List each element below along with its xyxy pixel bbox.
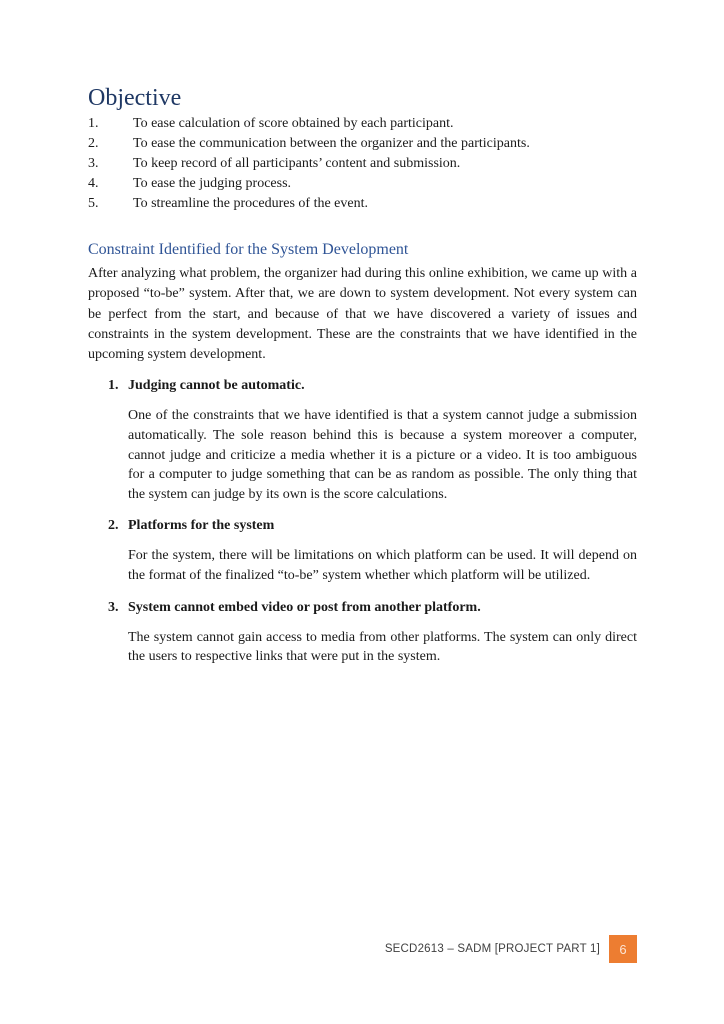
section-heading: Constraint Identified for the System Development xyxy=(88,241,409,258)
constraint-number: 3. xyxy=(108,599,119,615)
list-item-number: 2. xyxy=(88,136,99,151)
list-item-number: 5. xyxy=(88,196,99,211)
constraint-number: 1. xyxy=(108,378,119,394)
list-item-text: To ease the communication between the organizer and the participants. xyxy=(133,136,530,151)
list-item-number: 3. xyxy=(88,156,99,171)
list-item xyxy=(88,114,637,134)
constraint-number: 2. xyxy=(108,518,119,534)
list-item-number: 4. xyxy=(88,176,99,191)
constraint-heading xyxy=(108,377,637,395)
list-item-text: To ease the judging process. xyxy=(133,176,292,191)
list-item xyxy=(88,154,637,174)
list-item xyxy=(88,134,637,154)
list-item-text: To ease calculation of score obtained by each participant. xyxy=(133,116,454,131)
constraint-title: Judging cannot be automatic. xyxy=(128,378,305,394)
constraint-paragraph: For the system, there will be limitations on which platform can be used. It will depend on the format of the finalized “to-be” system whether which platform will be utilized. xyxy=(128,548,637,584)
constraint-title: System cannot embed video or post from another platform. xyxy=(128,599,481,615)
section-intro-paragraph: After analyzing what problem, the organizer had during this online exhibition, we came up with a proposed “to-be” system. After that, we are down to system development. Not every system can be perfect from the start, and because of that we have discovered a variety of issues and constraints in the system development. These are the constraints that we have identified in the upcoming system development. xyxy=(88,266,637,363)
footer-course-label: SECD2613 – SADM [PROJECT PART 1] xyxy=(384,943,600,955)
page-content xyxy=(88,84,637,680)
constraint-title: Platforms for the system xyxy=(128,518,275,534)
page-number-badge: 6 xyxy=(609,935,637,963)
constraint-heading xyxy=(108,599,637,617)
list-item xyxy=(88,194,637,214)
objective-list xyxy=(88,114,637,214)
constraint-paragraph: One of the constraints that we have identified is that a system cannot judge a submission automatically. The sole reason behind this is because a system moreover a computer, cannot judge and criticize a media whether it is a picture or a video. It is too ambiguous for a computer to judge something that can be as random as possible. The only thing that the system can judge by its own is the score calculations. xyxy=(128,408,637,502)
list-item-number: 1. xyxy=(88,116,99,131)
constraint-list xyxy=(88,377,637,666)
constraint-heading xyxy=(108,517,637,535)
page-title: Objective xyxy=(88,85,182,111)
page-footer xyxy=(385,935,637,963)
constraint-paragraph: The system cannot gain access to media from other platforms. The system can only direct the users to respective links that were put in the system. xyxy=(128,629,637,665)
list-item-text: To keep record of all participants’ content and submission. xyxy=(133,156,461,171)
list-item xyxy=(88,174,637,194)
list-item-text: To streamline the procedures of the event. xyxy=(133,196,368,211)
